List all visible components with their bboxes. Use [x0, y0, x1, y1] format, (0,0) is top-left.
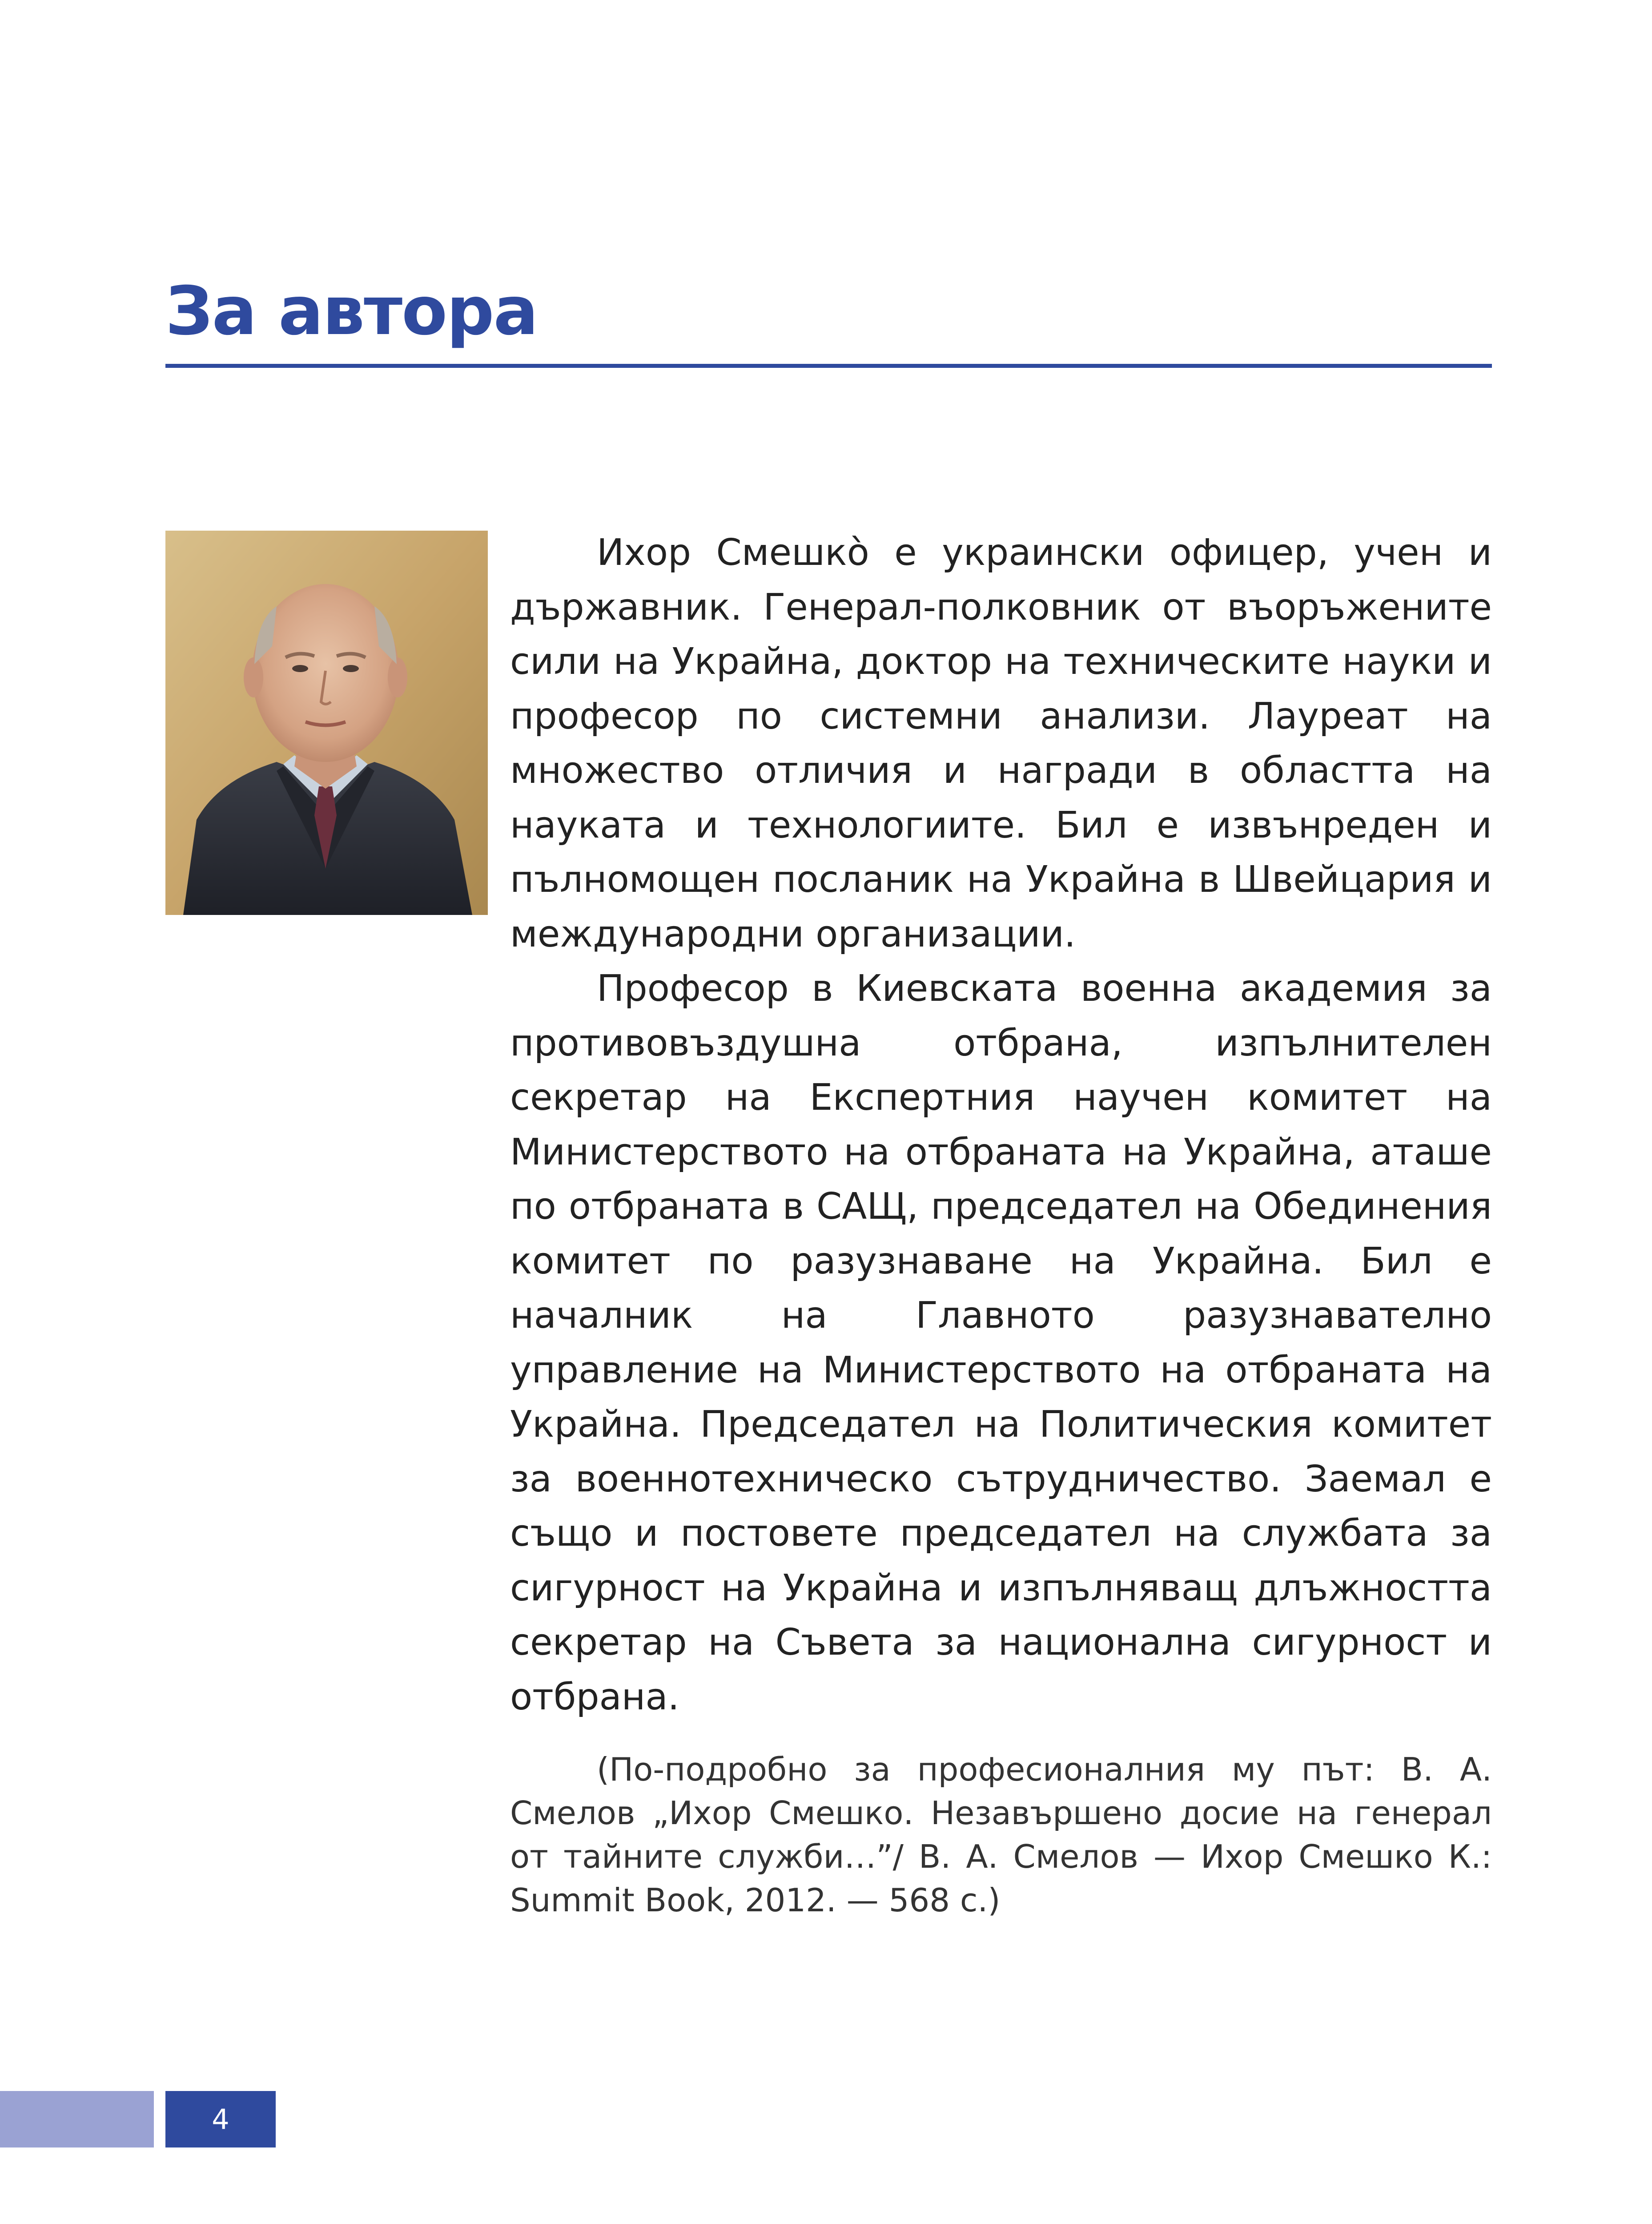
bio-paragraph-2: Професор в Киевската военна академия за противовъздушна отбрана, изпълнителен секретар на Експертния научен комитет на Министерството на отбраната на Украйна, аташе по отбраната в САЩ, председател на Обединения комитет по разузнаване на Украйна. Бил е началник на Главното разузнавателно управление на Министерството на отбраната на Украйна. Председател на Политическия комитет за военнотехническо сътрудничество. Заемал е също и постовете председател на службата за сигурност на Украйна и изпълняващ длъжността секретар на Съвета за национална сигурност и отбрана.	[510, 967, 1492, 1718]
bio-reference-note: (По-подробно за професионалния му път: В. А. Смелов „Ихор Смешко. Незавършено досие на генерал от тайните служби…”/ В. А. Смелов — Ихор Смешко К.: Summit Book, 2012. — 568 с.)	[510, 1751, 1492, 1919]
page-title: За автора	[165, 273, 538, 350]
footer-accent-bar	[0, 2091, 154, 2147]
bio-paragraph-1: Ихор Смешкò е украински офицер, учен и държавник. Генерал-полковник от въоръжените сили на Украйна, доктор на техническите науки и професор по системни анализи. Лауреат на множество отличия и награди в областта на науката и технологиите. Бил е извънреден и пълномощен посланик на Украйна в Швейцария и международни организации.	[510, 532, 1492, 955]
bio-text-column	[510, 526, 1492, 1922]
author-portrait	[165, 531, 488, 915]
page-number: 4	[165, 2091, 276, 2147]
title-underline	[165, 364, 1492, 368]
